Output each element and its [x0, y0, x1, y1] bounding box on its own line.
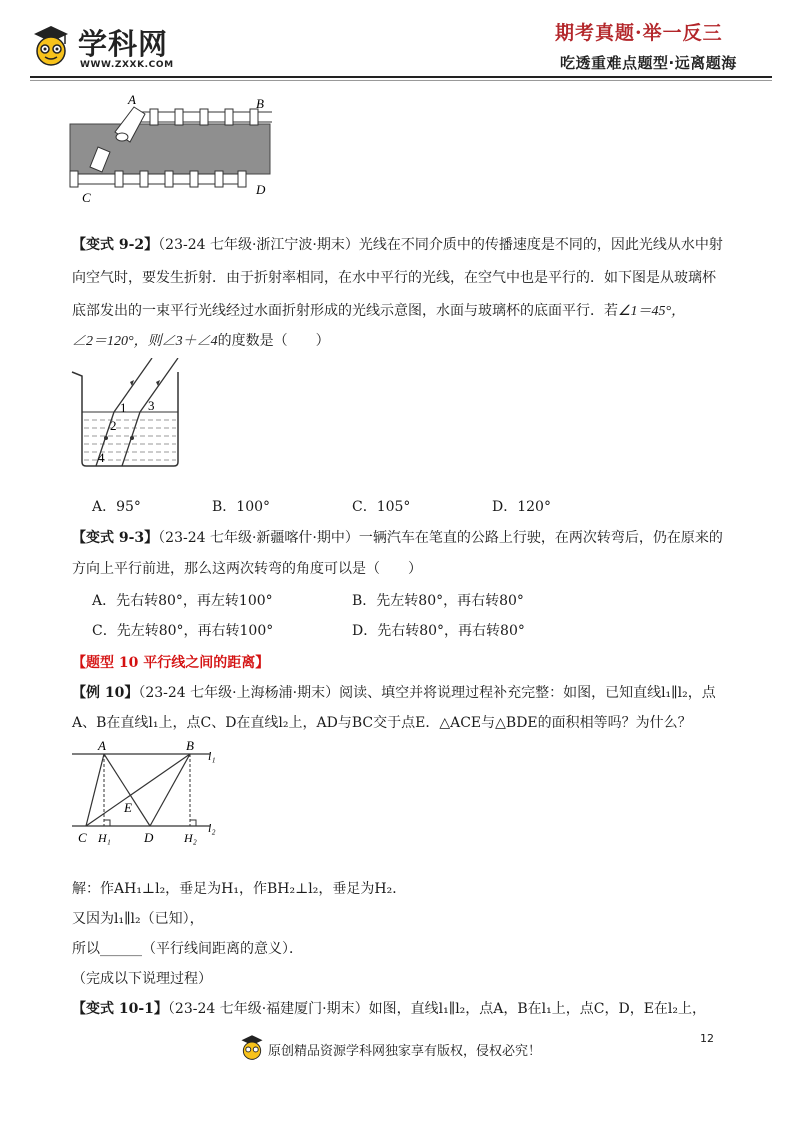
- header-rule: [30, 76, 772, 78]
- figure-glass: [70, 358, 190, 470]
- ex10-line2: A、B在直线l₁上，点C、D在直线l₂上，AD与BC交于点E．△ACE与△BDE的面积相等吗？为什么？: [72, 715, 692, 731]
- header-rule-thin: [30, 80, 772, 81]
- v92-angle2: ∠2＝120°，则: [72, 334, 162, 349]
- slogan: 期考真题·举一反三: [555, 22, 723, 44]
- v92-option-b: B．100°: [212, 499, 271, 515]
- v93-option-d: D．先右转80°，再右转80°: [352, 623, 525, 639]
- v101-source: （23-24 七年级·福建厦门·期末）: [167, 1001, 369, 1017]
- slogan-sub: 吃透重难点题型·远离题海: [560, 54, 737, 72]
- v101-text1: 如图，直线l₁∥l₂，点A，B在l₁上，点C，D，E在l₂上，: [368, 1001, 707, 1017]
- solution-line4: （完成以下说理过程）: [72, 971, 212, 987]
- v93-line2: 方向上平行前进，那么这两次转弯的角度可以是（ ）: [72, 561, 422, 577]
- point-h2: H₂: [184, 831, 197, 845]
- v92-text1: 光线在不同介质中的传播速度是不同的，因此光线从水中射: [358, 237, 723, 253]
- point-e: E: [124, 800, 132, 815]
- v92-option-d: D．120°: [492, 499, 551, 515]
- v93-text1: 一辆汽车在笔直的公路上行驶，在两次转弯后，仍在原来的: [358, 530, 723, 546]
- v93-source: （23-24 七年级·新疆喀什·期中）: [158, 530, 359, 546]
- point-h1: H₁: [98, 831, 111, 845]
- v93-option-a: A．先右转80°，再左转100°: [92, 593, 273, 609]
- point-a: A: [98, 738, 106, 753]
- logo-name: 学科网: [78, 27, 169, 61]
- line-l1: l₁: [208, 749, 216, 763]
- v101-line1: [72, 1000, 706, 1018]
- v92-text3: 底部发出的一束平行光线经过水面折射形成的光线示意图，水面与玻璃杯的底面平行．若: [72, 303, 618, 319]
- v92-tag: 【变式 9-2】: [72, 237, 159, 253]
- v101-tag: 【变式 10-1】: [72, 1001, 168, 1017]
- solution-line1: 解：作AH₁⊥l₂，垂足为H₁，作BH₂⊥l₂，垂足为H₂．: [72, 881, 407, 897]
- page-number: 12: [700, 1032, 714, 1045]
- point-c: C: [78, 830, 87, 845]
- label-d: D: [256, 182, 266, 197]
- v92-angle1: ∠1＝45°，: [618, 304, 686, 319]
- line-l2: l₂: [208, 821, 216, 835]
- ex10-text1: 阅读、填空并将说理过程补充完整：如图，已知直线l₁∥l₂，点: [339, 685, 716, 701]
- label-b: B: [256, 96, 264, 111]
- angle-label-1: 1: [120, 400, 127, 415]
- v92-line2: 向空气时，要发生折射．由于折射率相同，在水中平行的光线，在空气中也是平行的．如下图是从玻璃杯: [72, 270, 716, 286]
- v92-source: （23-24 七年级·浙江宁波·期末）: [158, 237, 359, 253]
- solution-line2: 又因为l₁∥l₂（已知），: [72, 911, 204, 927]
- figure-pipes: [60, 92, 290, 210]
- v92-line4: [72, 332, 330, 351]
- section-title: 【题型 10 平行线之间的距离】: [72, 655, 270, 671]
- footer-copyright: 原创精品资源学科网独家享有版权，侵权必究！: [268, 1044, 542, 1059]
- v93-line1: [72, 529, 723, 547]
- v93-tag: 【变式 9-3】: [72, 530, 159, 546]
- angle-label-2: 2: [110, 418, 117, 433]
- v92-line1: [72, 236, 723, 254]
- angle-label-3: 3: [148, 398, 155, 413]
- ex10-tag: 【例 10】: [72, 685, 139, 701]
- ex10-line1: [72, 684, 716, 702]
- v93-option-c: C．先左转80°，再右转100°: [92, 623, 274, 639]
- v92-option-a: A．95°: [92, 499, 141, 515]
- logo-mascot-icon: [32, 24, 70, 66]
- point-b: B: [186, 738, 194, 753]
- label-a: A: [128, 92, 136, 107]
- v92-angle34: ∠3＋∠4: [161, 334, 218, 349]
- ex10-source: （23-24 七年级·上海杨浦·期末）: [138, 685, 340, 701]
- solution-line3: 所以______（平行线间距离的意义）．: [72, 941, 303, 957]
- logo-url: WWW.ZXXK.COM: [80, 60, 174, 70]
- label-c: C: [82, 190, 91, 205]
- footer-logo-icon: [240, 1034, 264, 1060]
- point-d: D: [144, 830, 154, 845]
- figure-parallel-lines: [70, 736, 230, 852]
- angle-label-4: 4: [98, 450, 105, 465]
- v93-option-b: B．先左转80°，再右转80°: [352, 593, 524, 609]
- v92-line3: [72, 302, 685, 321]
- v92-text4: 的度数是（ ）: [217, 333, 330, 349]
- v92-option-c: C．105°: [352, 499, 411, 515]
